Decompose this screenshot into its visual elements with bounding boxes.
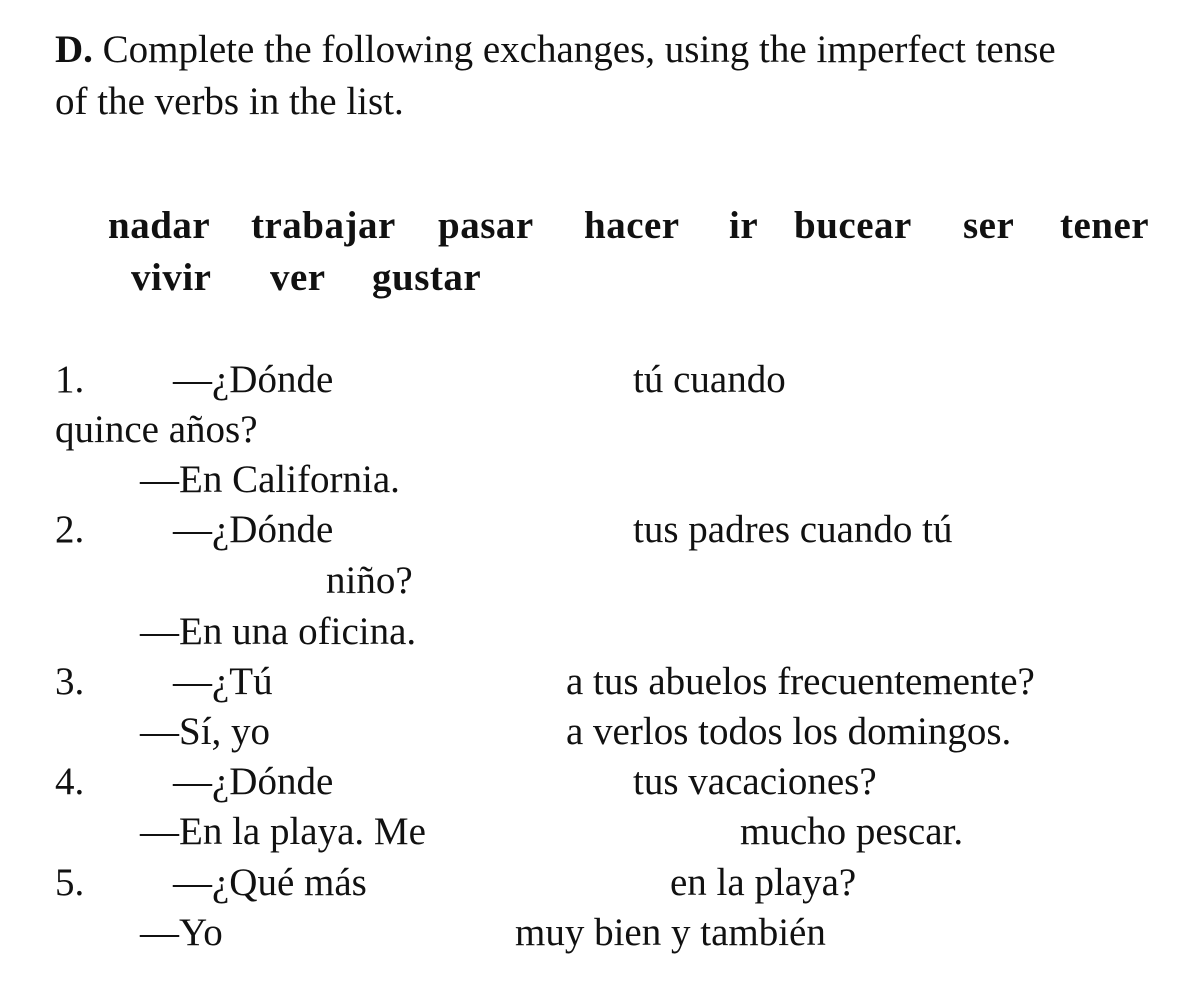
verb-pasar: pasar (438, 204, 534, 247)
item-text: muy bien y también (515, 911, 826, 954)
verb-trabajar: trabajar (251, 204, 396, 247)
verb-gustar: gustar (372, 256, 482, 299)
item-number: 5. (55, 861, 85, 904)
item-number: 4. (55, 760, 85, 803)
item-number: 3. (55, 660, 85, 703)
item-number: 1. (55, 358, 85, 401)
item-text: —¿Dónde (173, 358, 334, 401)
item-text: —Sí, yo (140, 710, 271, 753)
item-text: mucho pescar. (740, 810, 964, 853)
verb-hacer: hacer (584, 204, 680, 247)
item-text: —¿Dónde (173, 760, 334, 803)
verb-vivir: vivir (131, 256, 212, 299)
item-text: tus padres cuando tú (633, 508, 953, 551)
exercise-letter: D. (55, 28, 93, 71)
item-text: —¿Tú (173, 660, 273, 703)
item-text: —Yo (140, 911, 223, 954)
item-text: quince años? (55, 408, 258, 451)
item-text: tú cuando (633, 358, 786, 401)
item-text: —En una oficina. (140, 610, 417, 653)
item-text: tus vacaciones? (633, 760, 877, 803)
item-text: en la playa? (670, 861, 857, 904)
verb-ver: ver (270, 256, 326, 299)
instructions-line-1 (55, 30, 1056, 69)
item-number: 2. (55, 508, 85, 551)
item-text: —¿Dónde (173, 508, 334, 551)
instructions-line-2: of the verbs in the list. (55, 80, 404, 123)
verb-ir: ir (729, 204, 759, 247)
item-text: —¿Qué más (173, 861, 367, 904)
verb-nadar: nadar (108, 204, 211, 247)
verb-ser: ser (963, 204, 1015, 247)
item-text: a verlos todos los domingos. (566, 710, 1012, 753)
instructions-text-1: Complete the following exchanges, using the imperfect tense (102, 28, 1056, 71)
item-text: niño? (326, 559, 413, 602)
verb-bucear: bucear (794, 204, 912, 247)
item-text: —En la playa. Me (140, 810, 426, 853)
verb-tener: tener (1060, 204, 1150, 247)
item-text: —En California. (140, 458, 400, 501)
item-text: a tus abuelos frecuentemente? (566, 660, 1035, 703)
